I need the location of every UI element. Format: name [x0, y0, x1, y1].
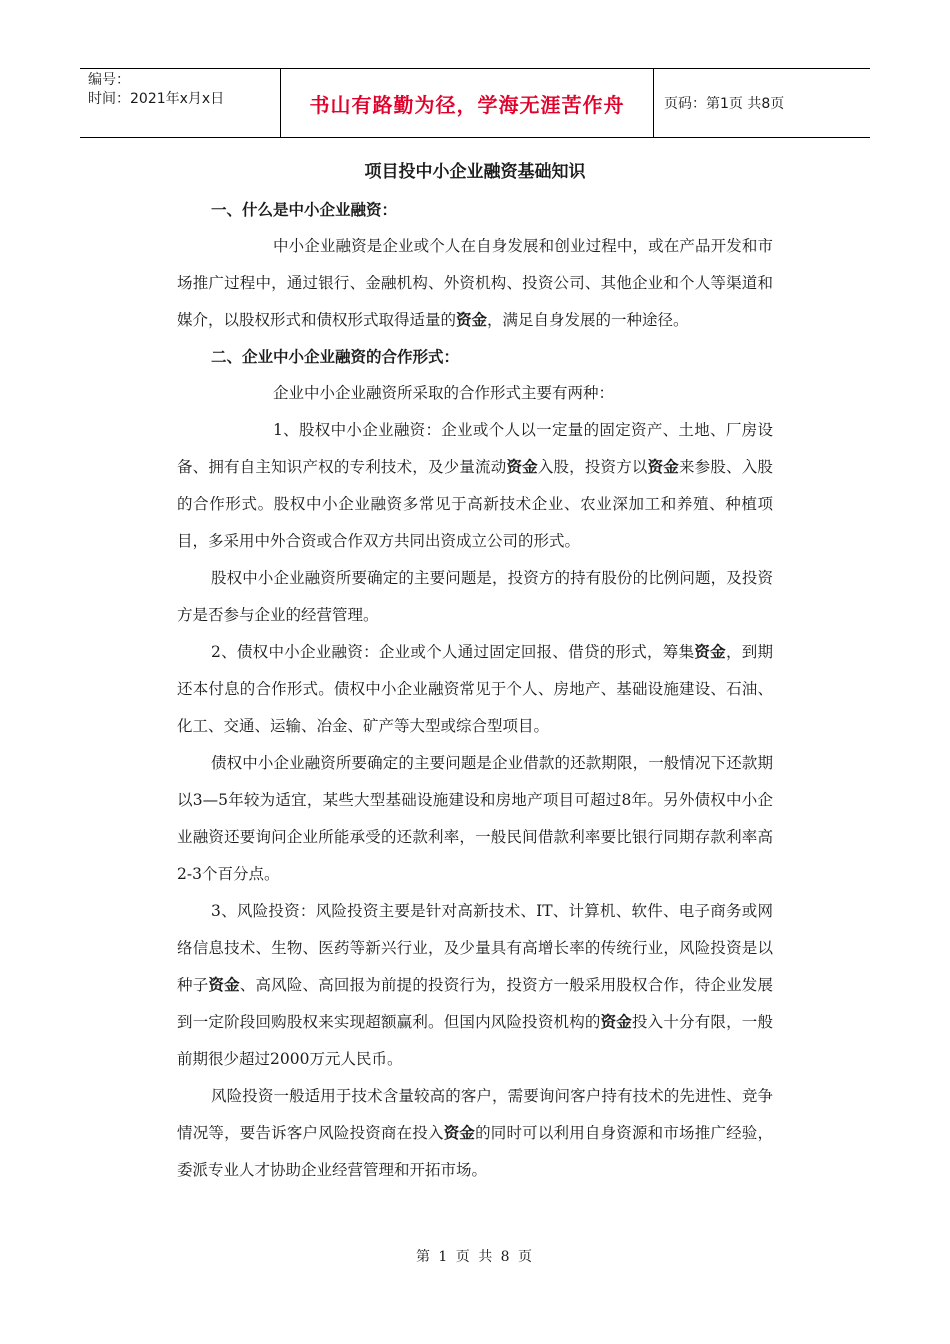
- debt-issue-paragraph: 债权中小企业融资所要确定的主要问题是企业借款的还款期限，一般情况下还款期以3—5年较为适宜，某些大型基础设施建设和房地产项目可超过8年。另外债权中小企业融资还要询问企业所能承受的还款利率，一般民间借款利率要比银行同期存款利率高2-3个百分点。: [177, 754, 773, 883]
- text-run: 来参股、入股的合作形式。股权中小企业融资多常见于高新技术企业、农业深加工和养殖、种植项目，多采用中外合资或合作双方共同出资成立公司的形式。: [177, 458, 773, 550]
- text-run: ，满足自身发展的一种途径。: [487, 311, 689, 329]
- header-meta: [80, 69, 281, 137]
- section1-paragraph: [177, 228, 773, 339]
- number-label: 编号：: [88, 72, 130, 88]
- date-label: 时间：2021年x月x日: [88, 91, 225, 107]
- equity-paragraph: [177, 412, 773, 560]
- text-run: 1、股权中小企业融资：企业或个人以一定量的固定资产、土地、厂房设备、拥有自主知识产权的专利技术，及少量流动: [177, 421, 773, 476]
- text-run: 、高风险、高回报为前提的投资行为，投资方一般采用股权合作，待企业发展到一定阶段回购股权来实现超额赢利。但国内风险投资机构的: [177, 976, 773, 1031]
- keyword-funds: 资金: [694, 643, 726, 661]
- section2-heading: 二、企业中小企业融资的合作形式：: [211, 348, 460, 366]
- text-run: 3、风险投资：风险投资主要是针对高新技术、IT、计算机、软件、电子商务或网络信息技术、生物、医药等新兴行业，及少量具有高增长率的传统行业，风险投资是以种子: [177, 902, 773, 994]
- vc-paragraph: [177, 893, 773, 1078]
- document-title: 项目投中小企业融资基础知识: [364, 162, 586, 182]
- text-run: 投入十分有限，一般前期很少超过2000万元人民币。: [177, 1013, 773, 1068]
- header-page-info: 页码：第1页 共8页: [664, 96, 785, 112]
- vc-note-paragraph: [177, 1078, 773, 1189]
- page-footer: 第 1 页 共 8 页: [415, 1249, 535, 1265]
- header-motto: 书山有路勤为径，学海无涯苦作舟: [281, 69, 654, 137]
- text-run: 入股，投资方以: [537, 458, 648, 476]
- text-run: 2、债权中小企业融资：企业或个人通过固定回报、借贷的形式，筹集: [211, 643, 695, 661]
- equity-issue-paragraph: 股权中小企业融资所要确定的主要问题是，投资方的持有股份的比例问题，及投资方是否参与企业的经营管理。: [177, 569, 773, 624]
- document-body: [177, 156, 773, 1189]
- keyword-funds: 资金: [208, 976, 240, 994]
- keyword-funds: 资金: [506, 458, 538, 476]
- text-run: ，到期还本付息的合作形式。债权中小企业融资常见于个人、房地产、基础设施建设、石油、化工、交通、运输、冶金、矿产等大型或综合型项目。: [177, 643, 773, 735]
- text-run: 中小企业融资是企业或个人在自身发展和创业过程中，或在产品开发和市场推广过程中，通过银行、金融机构、外资机构、投资公司、其他企业和个人等渠道和媒介，以股权形式和债权形式取得适量的: [177, 237, 773, 329]
- document-header: [80, 68, 870, 138]
- keyword-funds: 资金: [600, 1013, 632, 1031]
- debt-paragraph: [177, 634, 773, 745]
- keyword-funds: 资金: [443, 1124, 476, 1142]
- intro-paragraph: 企业中小企业融资所采取的合作形式主要有两种：: [273, 384, 615, 402]
- keyword-funds: 资金: [456, 311, 488, 329]
- keyword-funds: 资金: [647, 458, 679, 476]
- section1-heading: 一、什么是中小企业融资：: [211, 201, 398, 219]
- text-run: 风险投资一般适用于技术含量较高的客户，需要询问客户持有技术的先进性、竞争情况等，要告诉客户风险投资商在投入: [177, 1087, 773, 1142]
- text-run: 的同时可以利用自身资源和市场推广经验，委派专业人才协助企业经营管理和开拓市场。: [177, 1124, 773, 1179]
